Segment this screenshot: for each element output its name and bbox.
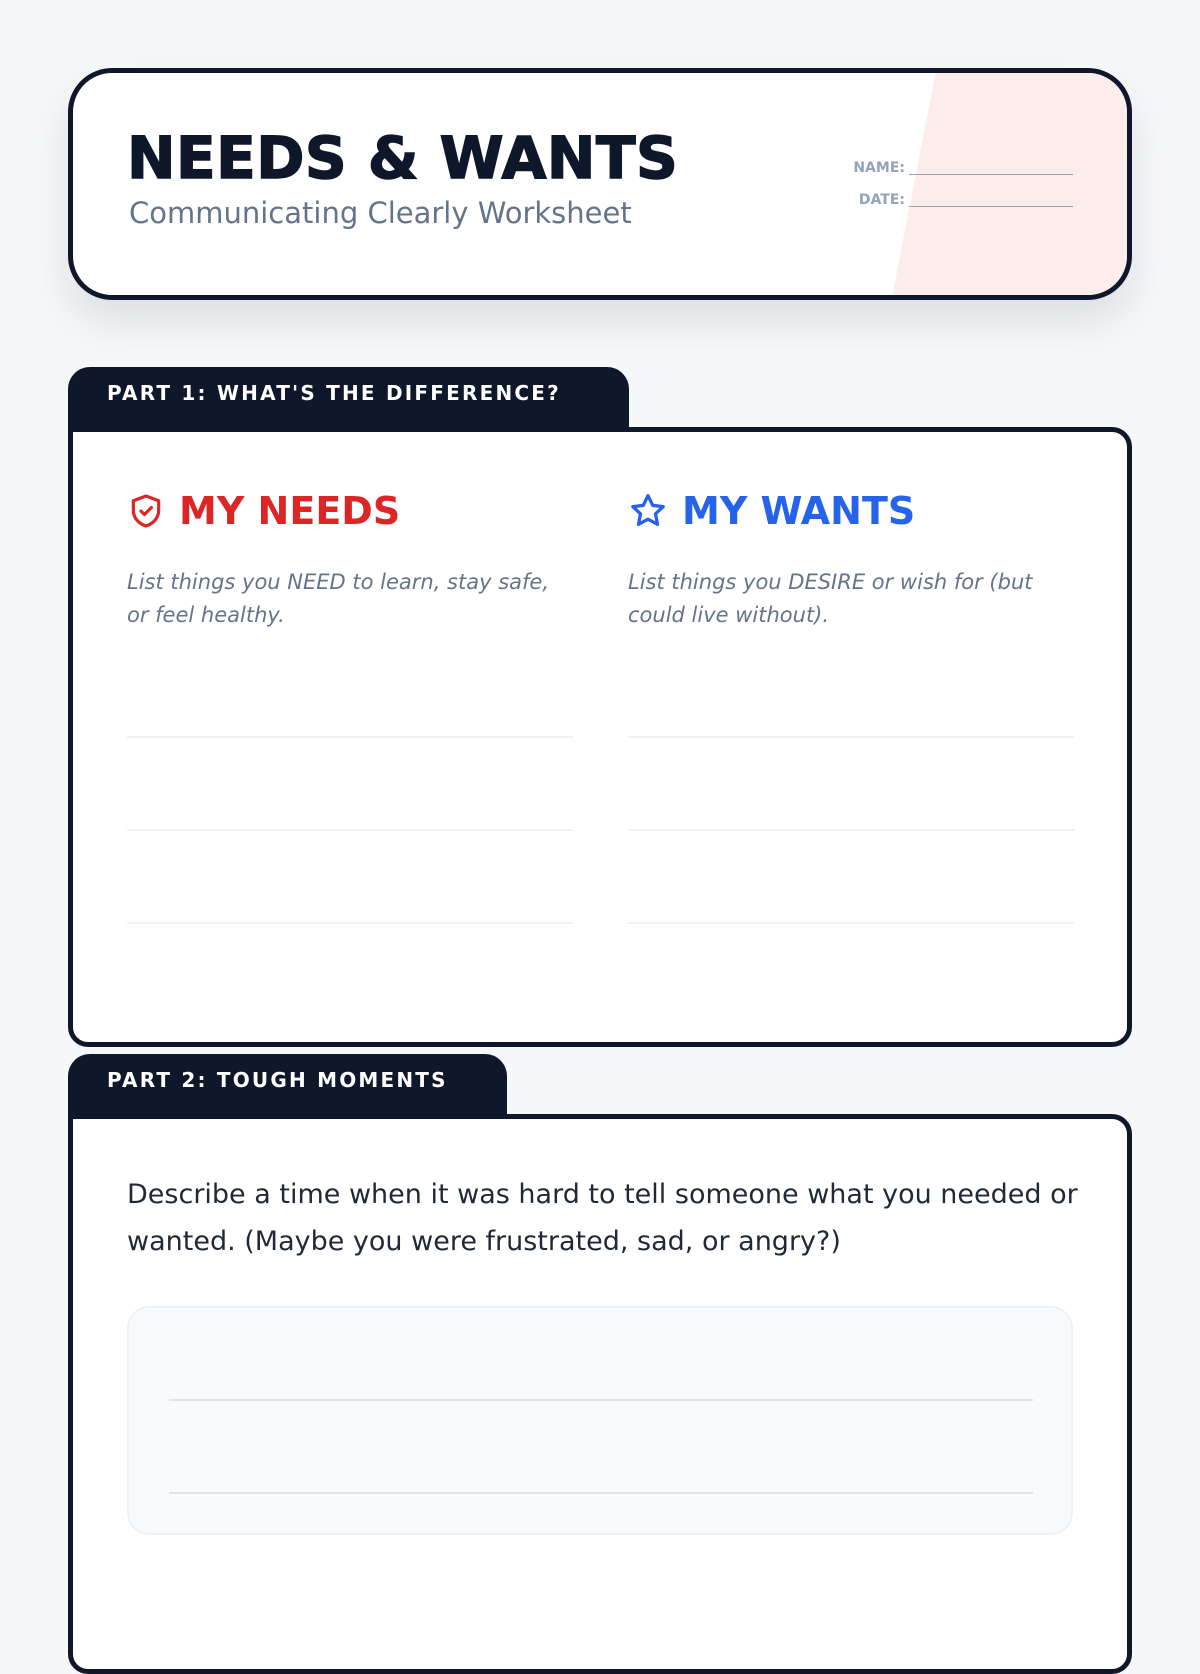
answer-write-line[interactable] bbox=[169, 1399, 1033, 1401]
name-field[interactable] bbox=[853, 161, 1073, 175]
needs-write-line[interactable] bbox=[127, 922, 573, 924]
tough-moments-prompt: Describe a time when it was hard to tell someone what you needed or wanted. (Maybe you were frustrated, sad, or angry?) bbox=[127, 1179, 1078, 1257]
wants-write-line[interactable] bbox=[628, 829, 1074, 831]
date-input-line[interactable] bbox=[909, 194, 1073, 207]
date-field[interactable] bbox=[859, 193, 1073, 207]
header-accent-shape bbox=[887, 68, 1132, 300]
part1-box bbox=[68, 427, 1132, 1047]
part2-tab: PART 2: TOUGH MOMENTS bbox=[68, 1054, 507, 1122]
date-label: DATE: bbox=[858, 192, 905, 208]
wants-write-line[interactable] bbox=[628, 922, 1074, 924]
wants-title: MY WANTS bbox=[682, 489, 916, 533]
part2-box bbox=[68, 1114, 1132, 1674]
answer-write-line[interactable] bbox=[169, 1492, 1033, 1494]
needs-column bbox=[127, 486, 573, 632]
page-title: NEEDS & WANTS bbox=[127, 124, 679, 192]
name-label: NAME: bbox=[853, 160, 905, 176]
part1-tab: PART 1: WHAT'S THE DIFFERENCE? bbox=[68, 367, 629, 435]
needs-heading bbox=[127, 486, 573, 536]
name-input-line[interactable] bbox=[909, 162, 1073, 175]
shield-check-icon bbox=[127, 491, 165, 531]
answer-area[interactable] bbox=[127, 1306, 1073, 1535]
star-icon bbox=[628, 491, 668, 531]
needs-title: MY NEEDS bbox=[179, 489, 401, 533]
needs-write-line[interactable] bbox=[127, 736, 573, 738]
wants-heading bbox=[628, 486, 1074, 536]
wants-column bbox=[628, 486, 1074, 632]
needs-write-line[interactable] bbox=[127, 829, 573, 831]
wants-write-line[interactable] bbox=[628, 736, 1074, 738]
worksheet-header bbox=[68, 68, 1132, 300]
wants-description: List things you DESIRE or wish for (but could live without). bbox=[628, 570, 1033, 627]
page-subtitle: Communicating Clearly Worksheet bbox=[129, 196, 632, 230]
needs-description: List things you NEED to learn, stay safe, or feel healthy. bbox=[127, 570, 549, 627]
